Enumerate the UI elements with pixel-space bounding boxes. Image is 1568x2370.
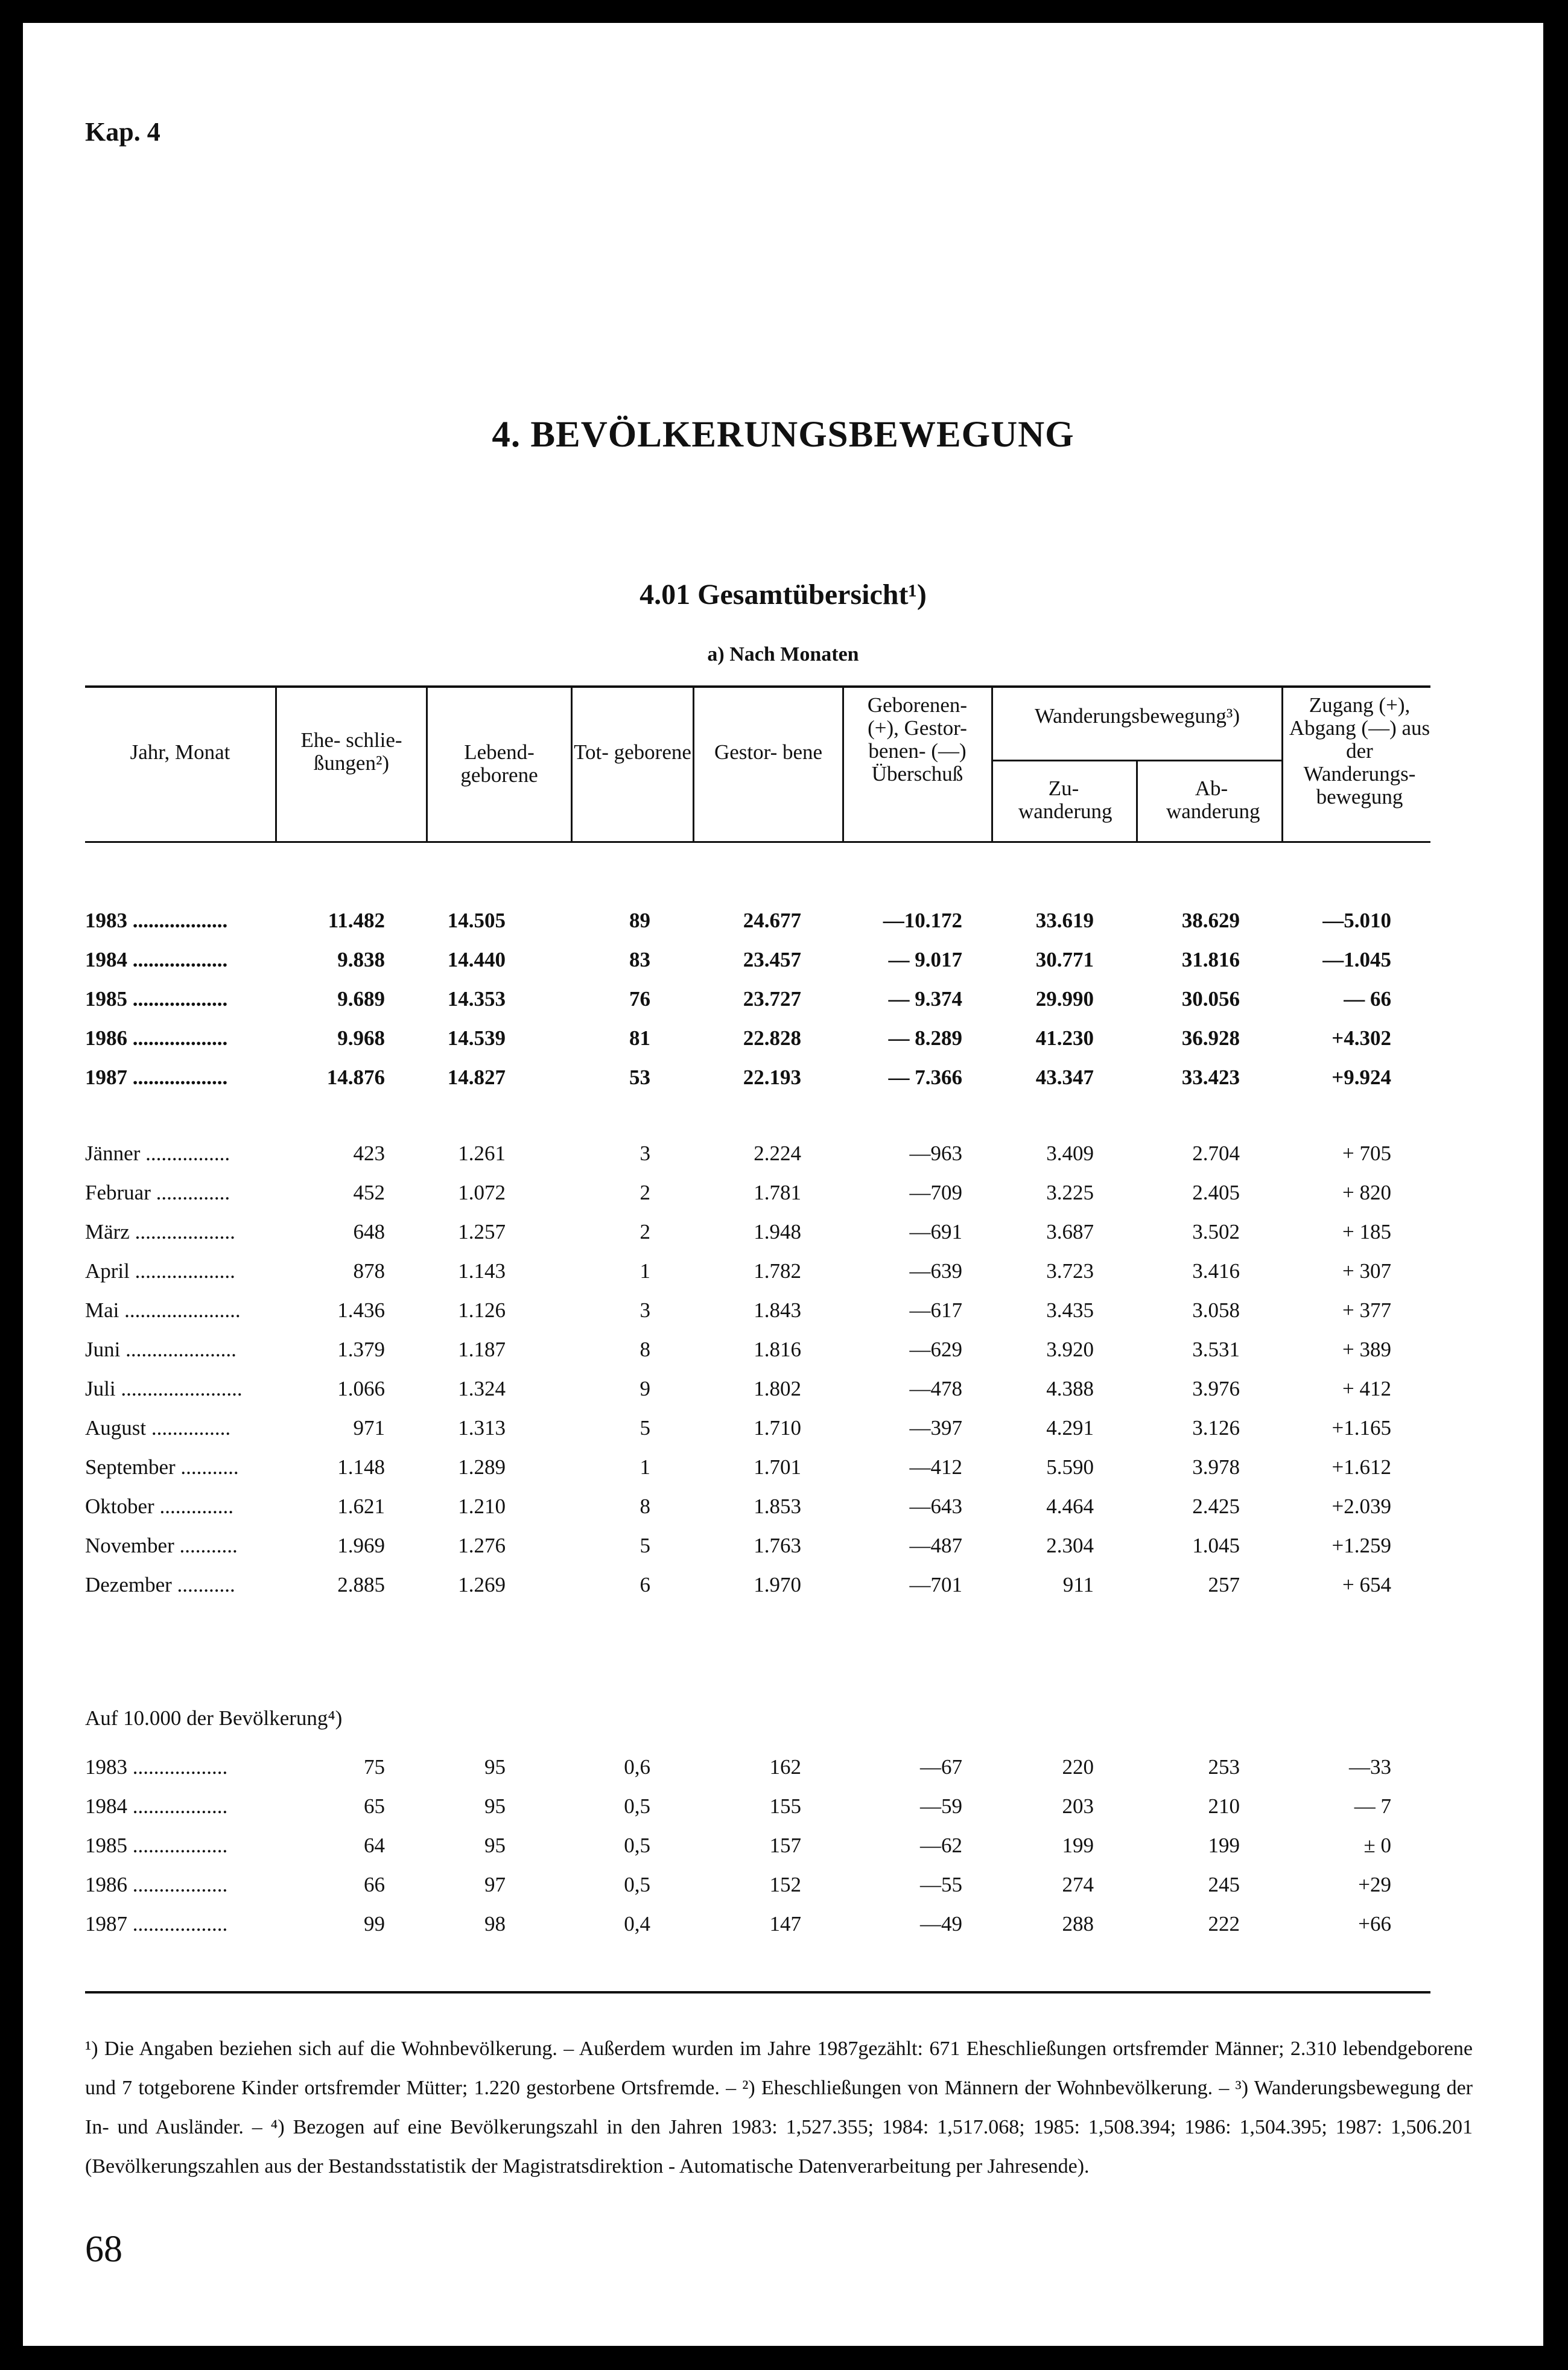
table-cell: 1.970 [754,1573,801,1596]
table-cell: —629 [909,1338,962,1361]
table-cell: +66 [1358,1912,1391,1936]
row-label: 1983 .................. [85,1755,228,1779]
table-row [23,1904,1543,1944]
table-cell: 2 [640,1220,650,1244]
table-cell: 1.701 [754,1455,801,1479]
table-cell: 14.353 [447,987,506,1011]
table-cell: 99 [364,1912,385,1936]
table-cell: + 412 [1342,1377,1391,1400]
table-cell: 22.193 [743,1066,801,1089]
table-cell: 9.968 [337,1026,385,1050]
row-label: März ................... [85,1220,235,1244]
table-cell: 3.058 [1192,1298,1240,1322]
table-row [23,1212,1543,1252]
table-cell: —397 [909,1416,962,1440]
table-cell: 210 [1208,1794,1240,1818]
table-cell: 878 [353,1259,385,1283]
table-cell: —62 [920,1834,962,1857]
table-cell: — 66 [1344,987,1391,1011]
chapter-label: Kap. 4 [85,117,160,147]
table-cell: 98 [484,1912,506,1936]
table-row [23,1408,1543,1448]
table-cell: 83 [629,948,650,971]
table-cell: +2.039 [1332,1495,1391,1518]
table-cell: — 7 [1354,1794,1391,1818]
page-number: 68 [85,2229,122,2270]
table-cell: 1.853 [754,1495,801,1518]
table-cell: 1.148 [337,1455,385,1479]
table-cell: 8 [640,1495,650,1518]
row-label: 1987 .................. [85,1066,228,1089]
table-cell: —67 [920,1755,962,1779]
header-deaths: Gestor- bene [714,740,823,764]
table-row [23,1058,1543,1098]
col-divider [1281,685,1283,842]
table-cell: 274 [1062,1873,1094,1896]
table-cell: 1.948 [754,1220,801,1244]
row-label: Oktober .............. [85,1495,233,1518]
table-cell: 6 [640,1573,650,1596]
table-cell: 76 [629,987,650,1011]
table-cell: 22.828 [743,1026,801,1050]
table-cell: 1.276 [458,1534,506,1557]
table-cell: 155 [769,1794,801,1818]
table-cell: 0,5 [624,1873,650,1896]
row-label: November ........... [85,1534,238,1557]
header-live-births: Lebend- geborene [460,740,538,787]
row-label: Februar .............. [85,1181,230,1204]
table-cell: 147 [769,1912,801,1936]
table-cell: 36.928 [1181,1026,1240,1050]
table-row [23,1330,1543,1370]
table-cell: 81 [629,1026,650,1050]
table-cell: 1.843 [754,1298,801,1322]
table-cell: 14.539 [447,1026,506,1050]
table-cell: —963 [909,1142,962,1165]
table-row [23,1826,1543,1866]
table-cell: 95 [484,1755,506,1779]
table-cell: 5 [640,1416,650,1440]
table-cell: 23.457 [743,948,801,971]
header-stillbirths: Tot- geborene [574,740,691,764]
table-cell: + 185 [1342,1220,1391,1244]
row-label: Jänner ................ [85,1142,230,1165]
table-cell: 89 [629,909,650,932]
table-row [23,1565,1543,1605]
table-cell: 1.187 [458,1338,506,1361]
header-marriages: Ehe- schlie- ßungen²) [300,728,402,775]
table-cell: —59 [920,1794,962,1818]
table-cell: 203 [1062,1794,1094,1818]
col-divider [1136,760,1138,842]
row-label: 1986 .................. [85,1873,228,1896]
per10000-heading: Auf 10.000 der Bevölkerung⁴) [85,1706,343,1730]
row-label: 1983 .................. [85,909,228,932]
row-label: Mai ...................... [85,1298,241,1322]
table-cell: 4.464 [1046,1495,1094,1518]
table-cell: 1.269 [458,1573,506,1596]
table-cell: 1 [640,1259,650,1283]
table-cell: —478 [909,1377,962,1400]
table-cell: 2.425 [1192,1495,1240,1518]
table-cell: 1.781 [754,1181,801,1204]
table-cell: —643 [909,1495,962,1518]
row-label: Juli ....................... [85,1377,243,1400]
table-cell: —5.010 [1322,909,1391,932]
table-cell: 911 [1062,1573,1094,1596]
header-year-month: Jahr, Monat [130,740,230,764]
table-cell: —10.172 [883,909,962,932]
table-cell: 29.990 [1035,987,1094,1011]
table-cell: ± 0 [1363,1834,1391,1857]
table-cell: 648 [353,1220,385,1244]
table-cell: — 9.017 [888,948,962,971]
table-cell: 9.838 [337,948,385,971]
table-cell: 3.435 [1046,1298,1094,1322]
table-row [23,1134,1543,1174]
header-emigration: Ab- wanderung [1166,777,1260,823]
table-cell: 1.710 [754,1416,801,1440]
table-cell: 4.291 [1046,1416,1094,1440]
table-cell: 4.388 [1046,1377,1094,1400]
table-cell: 2.224 [754,1142,801,1165]
table-cell: 3.978 [1192,1455,1240,1479]
table-cell: 0,5 [624,1834,650,1857]
page [23,23,1543,2346]
table-cell: 2.405 [1192,1181,1240,1204]
table-top-rule [85,685,1430,688]
table-cell: 3.687 [1046,1220,1094,1244]
table-cell: 75 [364,1755,385,1779]
table-cell: 452 [353,1181,385,1204]
table-cell: 1.782 [754,1259,801,1283]
table-cell: 30.056 [1181,987,1240,1011]
table-cell: +29 [1358,1873,1391,1896]
table-cell: 162 [769,1755,801,1779]
table-cell: 3.976 [1192,1377,1240,1400]
table-cell: 24.677 [743,909,801,932]
row-label: August ............... [85,1416,231,1440]
header-surplus: Geborenen- (+), Gestor- benen- (—) Überschuß [867,693,968,786]
table-cell: 0,4 [624,1912,650,1936]
table-cell: 2 [640,1181,650,1204]
col-divider [571,685,573,842]
table-cell: 2.304 [1046,1534,1094,1557]
table-subtitle: a) Nach Monaten [707,643,859,666]
table-cell: + 377 [1342,1298,1391,1322]
table-title: 4.01 Gesamtübersicht¹) [640,579,927,611]
row-label: April ................... [85,1259,235,1283]
table-cell: 0,6 [624,1755,650,1779]
header-bottom-rule [85,841,1430,843]
row-label: Dezember ........... [85,1573,235,1596]
table-cell: 95 [484,1794,506,1818]
table-cell: 9.689 [337,987,385,1011]
table-cell: + 820 [1342,1181,1391,1204]
header-migration: Wanderungsbewegung³) [1034,704,1240,728]
table-cell: + 307 [1342,1259,1391,1283]
table-cell: 23.727 [743,987,801,1011]
table-cell: 1.143 [458,1259,506,1283]
table-cell: 1.621 [337,1495,385,1518]
footnote: ¹) Die Angaben beziehen sich auf die Wohnbevölkerung. – Außerdem wurden im Jahre 1987gezählt: 671 Eheschließungen ortsfremder Männer; 2.310 lebendgeborene und 7 totgeborene Kinder ortsfremder Mütter; 1.220 gestorbene Ortsfremde. – ²) Eheschließungen von Männern der Wohnbevölkerung. – ³) Wanderungsbewegung der In- und Ausländer. – ⁴) Bezogen auf eine Bevölkerungszahl in den Jahren 1983: 1,527.355; 1984: 1,517.068; 1985: 1,508.394; 1986: 1,504.395; 1987: 1,506.201 (Bevölkerungszahlen aus der Bestandsstatistik der Magistratsdirektion - Automatische Datenverarbeitung per Jahresende). [85,2038,1473,2178]
table-cell: 14.876 [326,1066,385,1089]
page-title: 4. BEVÖLKERUNGSBEWEGUNG [492,415,1074,455]
table-row [23,901,1543,941]
table-cell: +9.924 [1332,1066,1391,1089]
row-label: 1986 .................. [85,1026,228,1050]
table-cell: 3.225 [1046,1181,1094,1204]
table-cell: 199 [1062,1834,1094,1857]
table-cell: 1.072 [458,1181,506,1204]
table-cell: 3.531 [1192,1338,1240,1361]
table-cell: 1.969 [337,1534,385,1557]
table-cell: + 389 [1342,1338,1391,1361]
table-cell: 1.210 [458,1495,506,1518]
table-row [23,1291,1543,1330]
table-cell: 1 [640,1455,650,1479]
table-cell: 97 [484,1873,506,1896]
table-row [23,979,1543,1019]
table-cell: 0,5 [624,1794,650,1818]
table-cell: 3.409 [1046,1142,1094,1165]
row-label: 1985 .................. [85,1834,228,1857]
table-cell: +1.165 [1332,1416,1391,1440]
header-immigration: Zu- wanderung [1018,777,1113,823]
table-cell: 1.763 [754,1534,801,1557]
table-cell: 8 [640,1338,650,1361]
table-cell: 1.126 [458,1298,506,1322]
table-cell: 1.816 [754,1338,801,1361]
table-row [23,1747,1543,1787]
table-cell: 30.771 [1035,948,1094,971]
table-cell: 152 [769,1873,801,1896]
table-cell: +1.612 [1332,1455,1391,1479]
table-cell: —709 [909,1181,962,1204]
table-cell: —1.045 [1322,948,1391,971]
table-row [23,1251,1543,1291]
table-cell: 220 [1062,1755,1094,1779]
row-label: Juni ..................... [85,1338,236,1361]
table-cell: 14.505 [447,909,506,932]
table-cell: 1.436 [337,1298,385,1322]
table-cell: 1.379 [337,1338,385,1361]
table-cell: 222 [1208,1912,1240,1936]
table-cell: —49 [920,1912,962,1936]
table-cell: 2.885 [337,1573,385,1596]
table-bottom-rule [85,1991,1430,1994]
table-cell: 5.590 [1046,1455,1094,1479]
table-cell: +4.302 [1332,1026,1391,1050]
table-cell: 3.502 [1192,1220,1240,1244]
table-cell: — 8.289 [888,1026,962,1050]
table-cell: 288 [1062,1912,1094,1936]
table-cell: 1.045 [1192,1534,1240,1557]
table-cell: 1.313 [458,1416,506,1440]
row-label: 1987 .................. [85,1912,228,1936]
table-cell: —487 [909,1534,962,1557]
table-cell: 14.827 [447,1066,506,1089]
table-cell: 3.126 [1192,1416,1240,1440]
table-cell: 33.423 [1181,1066,1240,1089]
table-cell: —701 [909,1573,962,1596]
table-cell: 3 [640,1142,650,1165]
table-cell: 33.619 [1035,909,1094,932]
table-cell: +1.259 [1332,1534,1391,1557]
table-cell: —691 [909,1220,962,1244]
table-cell: 971 [353,1416,385,1440]
table-cell: 245 [1208,1873,1240,1896]
table-cell: 66 [364,1873,385,1896]
table-cell: —617 [909,1298,962,1322]
table-row [23,1173,1543,1213]
table-cell: 199 [1208,1834,1240,1857]
row-label: 1984 .................. [85,948,228,971]
header-net-change: Zugang (+), Abgang (—) aus der Wanderungs- bewegung [1289,693,1430,809]
table-cell: + 654 [1342,1573,1391,1596]
table-row [23,1447,1543,1487]
table-cell: 9 [640,1377,650,1400]
col-divider [693,685,694,842]
table-row [23,1487,1543,1527]
table-row [23,1865,1543,1905]
row-label: September ........... [85,1455,239,1479]
table-cell: 1.261 [458,1142,506,1165]
table-cell: 3.920 [1046,1338,1094,1361]
table-cell: — 7.366 [888,1066,962,1089]
table-cell: 11.482 [328,909,385,932]
table-cell: 3.723 [1046,1259,1094,1283]
table-cell: 1.257 [458,1220,506,1244]
table-cell: 14.440 [447,948,506,971]
table-cell: 423 [353,1142,385,1165]
table-cell: 1.324 [458,1377,506,1400]
table-cell: + 705 [1342,1142,1391,1165]
table-cell: 95 [484,1834,506,1857]
row-label: 1985 .................. [85,987,228,1011]
table-cell: 1.289 [458,1455,506,1479]
table-cell: —55 [920,1873,962,1896]
table-cell: 1.802 [754,1377,801,1400]
table-cell: 31.816 [1181,948,1240,971]
table-cell: 157 [769,1834,801,1857]
table-row [23,1787,1543,1826]
table-row [23,1018,1543,1058]
table-cell: 43.347 [1035,1066,1094,1089]
col-divider [842,685,844,842]
table-row [23,940,1543,980]
table-cell: 53 [629,1066,650,1089]
table-cell: 38.629 [1181,909,1240,932]
table-cell: —639 [909,1259,962,1283]
table-cell: 257 [1208,1573,1240,1596]
table-cell: 64 [364,1834,385,1857]
table-cell: 1.066 [337,1377,385,1400]
table-row [23,1526,1543,1566]
table-cell: —412 [909,1455,962,1479]
table-cell: 41.230 [1035,1026,1094,1050]
table-cell: — 9.374 [888,987,962,1011]
table-cell: 2.704 [1192,1142,1240,1165]
table-cell: 253 [1208,1755,1240,1779]
table-cell: 3 [640,1298,650,1322]
table-row [23,1369,1543,1409]
table-cell: 65 [364,1794,385,1818]
table-cell: 5 [640,1534,650,1557]
row-label: 1984 .................. [85,1794,228,1818]
table-cell: 3.416 [1192,1259,1240,1283]
table-cell: —33 [1349,1755,1391,1779]
